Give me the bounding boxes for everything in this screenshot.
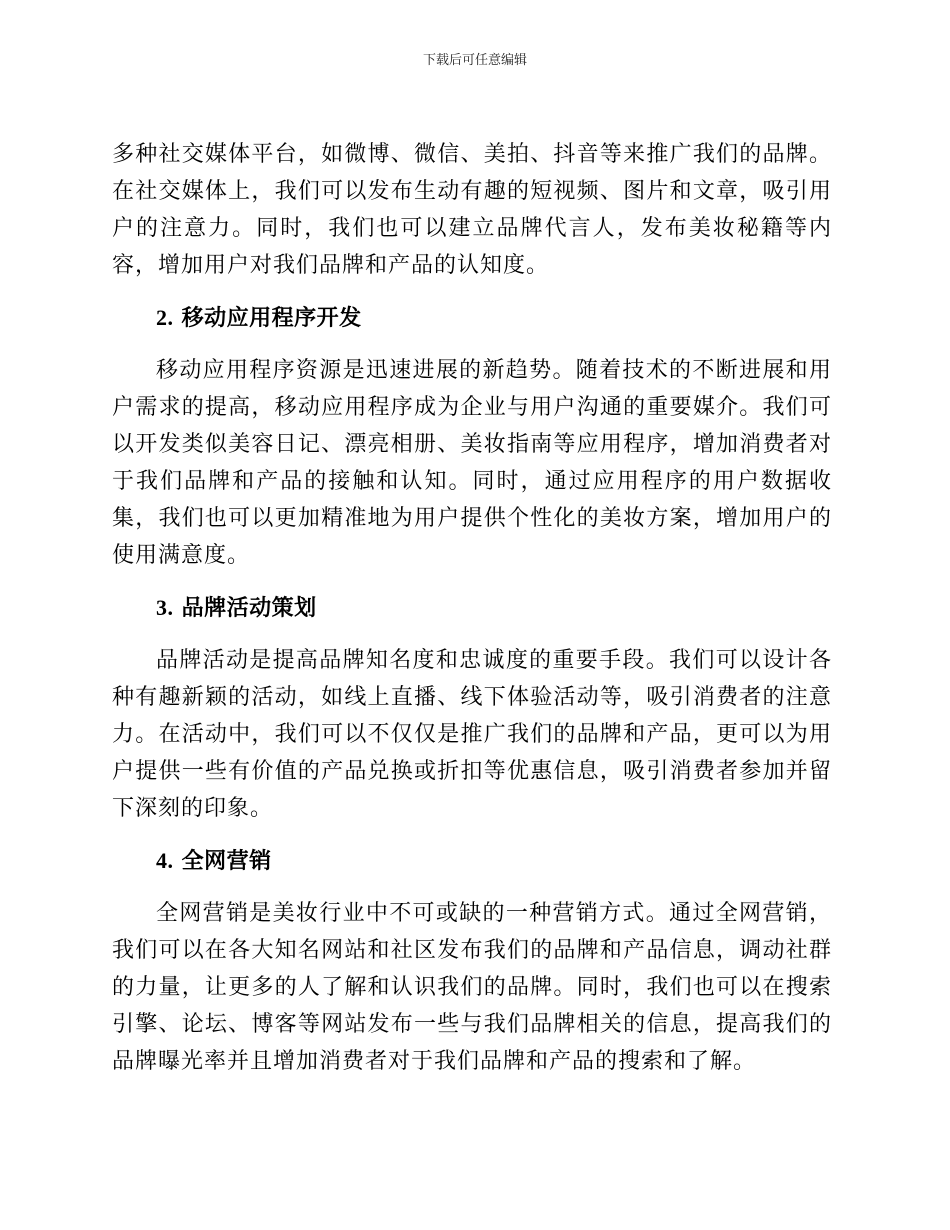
section-number: 2.	[156, 305, 174, 330]
section-heading-brand-events	[112, 591, 832, 625]
section-title: 移动应用程序开发	[181, 305, 362, 331]
page-header: 下载后可任意编辑	[422, 53, 527, 68]
section-number: 4.	[156, 848, 174, 873]
section-title: 品牌活动策划	[181, 595, 317, 621]
paragraph-brand-events: 品牌活动是提高品牌知名度和忠诚度的重要手段。我们可以设计各种有趣新颖的活动，如线上直播、线下体验活动等，吸引消费者的注意力。在活动中，我们可以不仅仅是推广我们的品牌和产品，更可以为用户提供一些有价值的产品兑换或折扣等优惠信息，吸引消费者参加并留下深刻的印象。	[112, 648, 832, 821]
paragraph-mobile-app: 移动应用程序资源是迅速进展的新趋势。随着技术的不断进展和用户需求的提高，移动应用程序成为企业与用户沟通的重要媒介。我们可以开发类似美容日记、漂亮相册、美妆指南等应用程序，增加消费者对于我们品牌和产品的接触和认知。同时，通过应用程序的用户数据收集，我们也可以更加精准地为用户提供个性化的美妆方案，增加用户的使用满意度。	[112, 358, 832, 568]
section-number: 3.	[156, 595, 174, 620]
section-heading-mobile-app	[112, 301, 832, 335]
section-heading-online-marketing	[112, 844, 832, 878]
paragraph-social-media: 多种社交媒体平台，如微博、微信、美拍、抖音等来推广我们的品牌。在社交媒体上，我们可以发布生动有趣的短视频、图片和文章，吸引用户的注意力。同时，我们也可以建立品牌代言人，发布美妆秘籍等内容，增加用户对我们品牌和产品的认知度。	[112, 142, 832, 278]
paragraph-online-marketing: 全网营销是美妆行业中不可或缺的一种营销方式。通过全网营销，我们可以在各大知名网站和社区发布我们的品牌和产品信息，调动社群的力量，让更多的人了解和认识我们的品牌。同时，我们也可以在搜索引擎、论坛、博客等网站发布一些与我们品牌相关的信息，提高我们的品牌曝光率并且增加消费者对于我们品牌和产品的搜索和了解。	[112, 901, 832, 1074]
document-body	[112, 136, 832, 1080]
section-title: 全网营销	[181, 848, 272, 874]
